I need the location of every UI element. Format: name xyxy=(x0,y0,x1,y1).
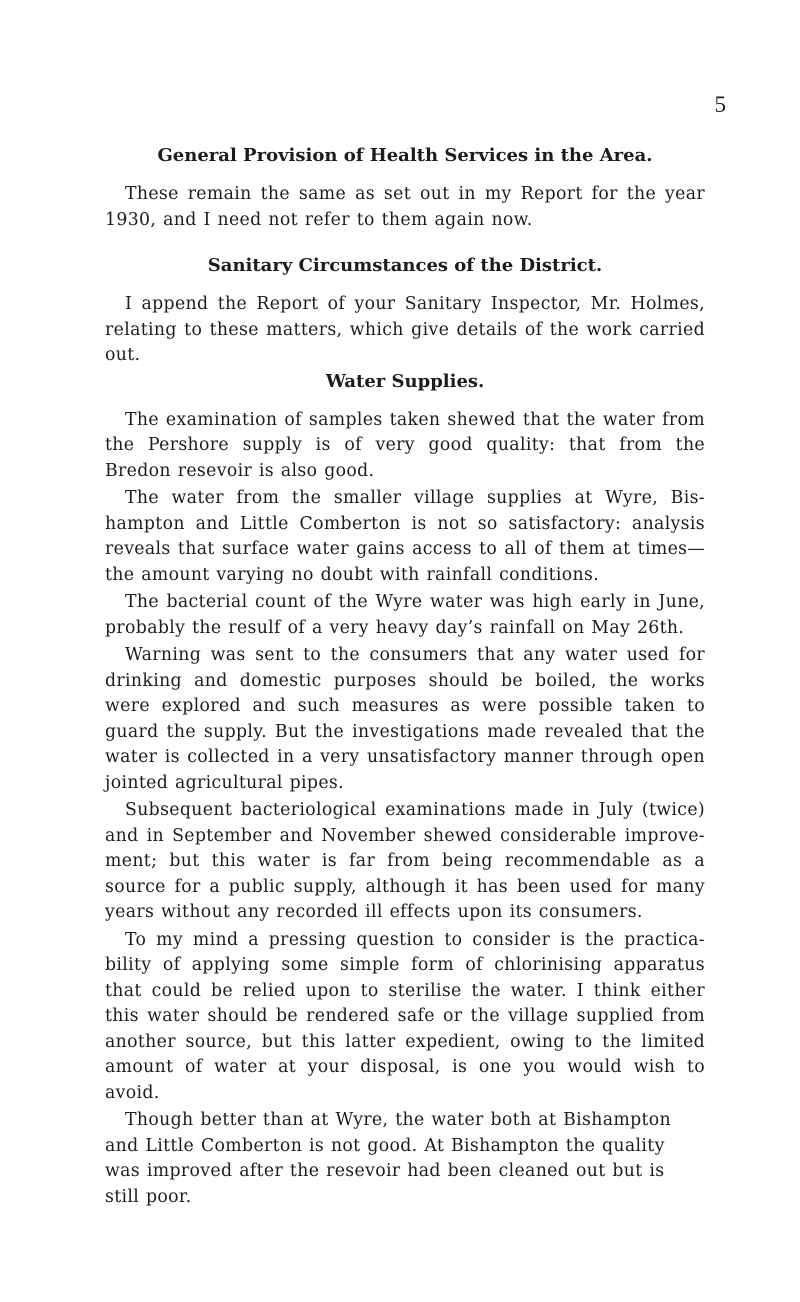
paragraph: To my mind a pressing question to consider is the practica-bility of applying some simple form of chlorinising apparatus that could be relied upon to sterilise the water. I think either this water should be rendered safe or the village supplied from another source, but this latter expedient, owing to the limited amount of water at your disposal, is one you would wish to avoid. xyxy=(105,929,705,1103)
section-general-provision xyxy=(105,143,705,233)
paragraph: Subsequent bacteriological examinations made in July (twice) and in September and November shewed considerable improve-ment; but this water is far from being recommendable as a source for a public supply, although it has been used for many years without any recorded ill effects upon its consumers. xyxy=(105,800,705,922)
paragraph: The bacterial count of the Wyre water was high early in June, probably the resulf of a very heavy day’s rainfall on May 26th. xyxy=(105,592,705,638)
section-heading-sanitary-circumstances: Sanitary Circumstances of the District. xyxy=(207,255,603,276)
paragraph: I append the Report of your Sanitary Inspector, Mr. Holmes, relating to these matters, which give details of the work carried out. xyxy=(105,294,705,365)
paragraph: Warning was sent to the consumers that any water used for drinking and domestic purposes should be boiled, the works were explored and such measures as were possible taken to guard the supply. But the investigations made revealed that the water is collected in a very unsatisfactory manner through open jointed agricultural pipes. xyxy=(105,645,705,793)
paragraph: These remain the same as set out in my Report for the year 1930, and I need not refer to them again now. xyxy=(105,184,705,230)
section-sanitary-circumstances xyxy=(105,253,705,369)
paragraph: The water from the smaller village supplies at Wyre, Bis-hampton and Little Comberton is not so satisfactory: analysis reveals that surface water gains access to all of them at times— the amount varying no doubt with rainfall conditions. xyxy=(105,488,705,585)
document-body xyxy=(105,143,705,1210)
section-water-supplies xyxy=(105,369,705,1211)
section-heading-water-supplies: Water Supplies. xyxy=(325,370,485,392)
paragraph: Though better than at Wyre, the water both at Bishampton and Little Comberton is not good. At Bishampton the quality was improved after the resevoir had been cleaned out but is still poor. xyxy=(105,1110,672,1207)
paragraph: The examination of samples taken shewed that the water from the Pershore supply is of very good quality: that from the Bredon resevoir is also good. xyxy=(105,409,705,481)
page-number: 5 xyxy=(714,92,726,117)
section-heading-general-provision: General Provision of Health Services in the Area. xyxy=(157,145,653,166)
